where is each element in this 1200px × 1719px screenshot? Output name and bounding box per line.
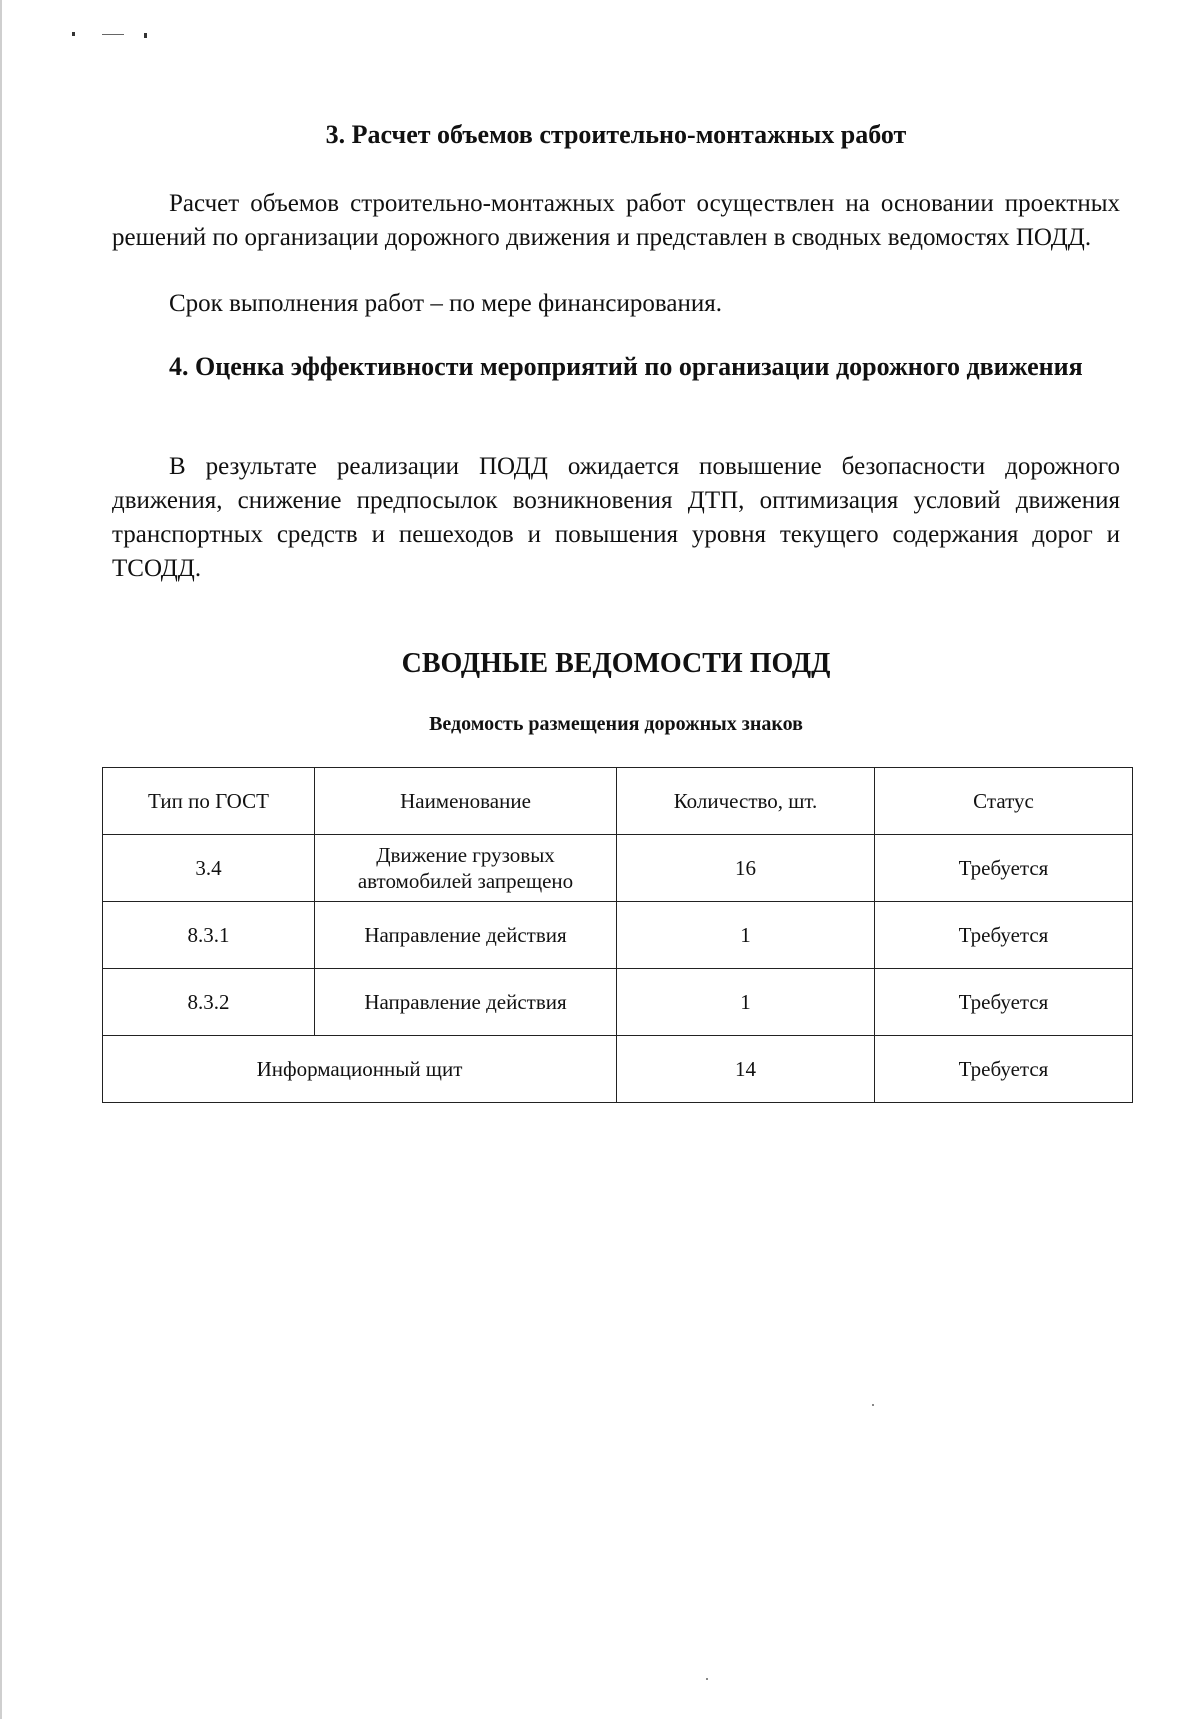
section-3-paragraph: Расчет объемов строительно-монтажных работ осуществлен на основании проектных решений по организации дорожного движения и представлен в сводных ведомостях ПОДД. (112, 190, 1120, 251)
cell-status: Требуется (875, 969, 1133, 1036)
table-row (103, 902, 1133, 969)
cell-status: Требуется (875, 902, 1133, 969)
table-row (103, 969, 1133, 1036)
header-quantity: Количество, шт. (617, 768, 875, 835)
cell-quantity: 1 (617, 902, 875, 969)
cell-status: Требуется (875, 1036, 1133, 1103)
cell-merged-name: Информационный щит (103, 1036, 617, 1103)
cell-type: 3.4 (103, 835, 315, 902)
table-row-merged (103, 1036, 1133, 1103)
summary-title: СВОДНЫЕ ВЕДОМОСТИ ПОДД (401, 648, 831, 679)
table-row (103, 835, 1133, 902)
header-name: Наименование (315, 768, 617, 835)
section-4-paragraph: В результате реализации ПОДД ожидается повышение безопасности дорожного движения, снижение предпосылок возникновения ДТП, оптимизация условий движения транспортных средств и пешеходов и повышения уровня текущего содержания дорог и ТСОДД. (112, 453, 1120, 582)
scan-edge (0, 0, 2, 1719)
section-3-deadline: Срок выполнения работ – по мере финансирования. (169, 290, 722, 317)
cell-name: Направление действия (315, 969, 617, 1036)
table-header-row (103, 768, 1133, 835)
cell-status: Требуется (875, 835, 1133, 902)
cell-type: 8.3.1 (103, 902, 315, 969)
scan-artifact (72, 28, 162, 40)
header-status: Статус (875, 768, 1133, 835)
cell-name: Направление действия (315, 902, 617, 969)
cell-quantity: 16 (617, 835, 875, 902)
scan-speck (706, 1678, 708, 1680)
cell-quantity: 14 (617, 1036, 875, 1103)
cell-quantity: 1 (617, 969, 875, 1036)
cell-name: Движение грузовых автомобилей запрещено (315, 835, 617, 902)
section-3-title: 3. Расчет объемов строительно-монтажных работ (325, 120, 907, 149)
cell-type: 8.3.2 (103, 969, 315, 1036)
road-signs-table (102, 767, 1133, 1103)
section-4-title: 4. Оценка эффективности мероприятий по организации дорожного движения (169, 352, 1083, 381)
header-type: Тип по ГОСТ (103, 768, 315, 835)
table-caption: Ведомость размещения дорожных знаков (429, 713, 803, 735)
scan-speck (872, 1404, 874, 1406)
